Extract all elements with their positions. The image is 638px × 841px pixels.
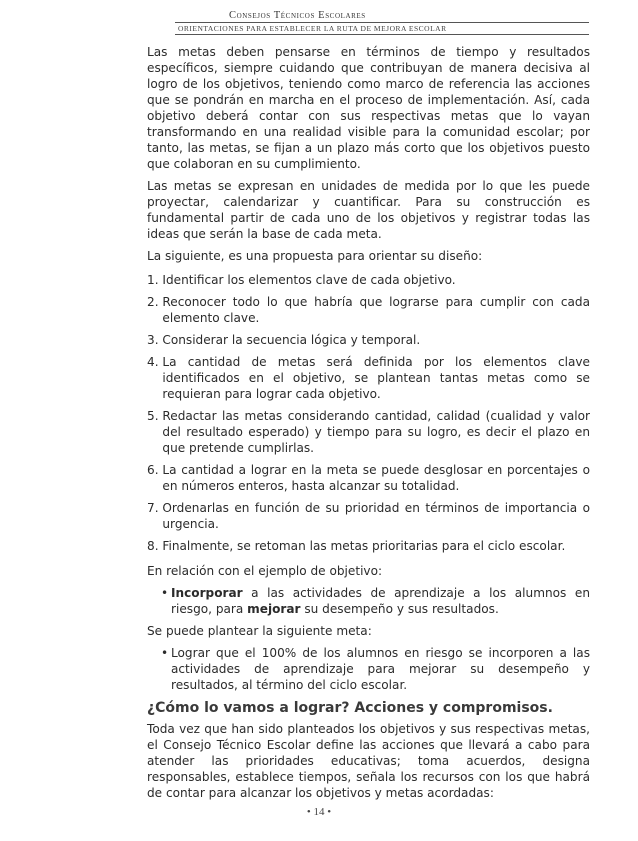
example-intro: En relación con el ejemplo de objetivo: — [147, 564, 383, 578]
meta-bullets — [147, 645, 590, 693]
steps-list — [147, 272, 590, 554]
section-body: Toda vez que han sido planteados los objetivos y sus respectivas metas, el Consejo Técnico Escolar define las acciones que llevará a cabo para atender las prioridades educativas; toma acuerdos, designa responsables, establece tiempos, señala los recursos con los que habrá de contar para alcanzar los objetivos y metas acordadas: — [147, 722, 590, 800]
paragraph-metas-tiempo: Las metas deben pensarse en términos de tiempo y resultados específicos, siempre cuidando que contribuyan de manera decisiva al logro de los objetivos, teniendo como marco de referencia las acciones que se pondrán en marcha en el proceso de implementación. Así, cada objetivo deberá contar con sus respectivas metas que lo vayan transformando en una realidad visible para la comunidad escolar; por tanto, las metas, se fijan a un plazo más corto que los objetivos puesto que colaboran en su cumplimiento. — [147, 45, 590, 171]
list-item — [147, 645, 590, 693]
list-item: 1. Identificar los elementos clave de cada objetivo. — [147, 273, 456, 287]
page-number: • 14 • — [306, 806, 332, 818]
bullet-dot: • — [161, 586, 169, 600]
header-rule-bottom — [175, 34, 589, 35]
bullet-dot: • — [161, 646, 169, 660]
header-title: Consejos Técnicos Escolares — [229, 10, 366, 21]
list-item: 4. La cantidad de metas será definida por los elementos clave identificados en el objetivo, se plantean tantas metas como se requieran para lograr cada objetivo. — [147, 355, 590, 401]
paragraph-propuesta: La siguiente, es una propuesta para orientar su diseño: — [147, 249, 483, 263]
section-heading: ¿Cómo lo vamos a lograr? Acciones y compromisos. — [147, 700, 553, 716]
running-header — [175, 10, 589, 35]
list-item: 3. Considerar la secuencia lógica y temporal. — [147, 333, 421, 347]
example-objective: Incorporar a las actividades de aprendizaje a los alumnos en riesgo, para mejorar su desempeño y sus resultados. — [171, 586, 590, 616]
example-bullets — [147, 585, 590, 617]
paragraph-metas-medida: Las metas se expresan en unidades de medida por lo que les puede proyectar, calendarizar y cuantificar. Para su construcción es fundamental partir de cada uno de los objetivos y registrar todas las ideas que serán la base de cada meta. — [147, 179, 590, 241]
meta-example: Lograr que el 100% de los alumnos en riesgo se incorporen a las actividades de aprendizaje para mejorar su desempeño y resultados, al término del ciclo escolar. — [171, 646, 590, 692]
meta-intro: Se puede plantear la siguiente meta: — [147, 624, 372, 638]
header-rule — [175, 22, 589, 23]
header-subtitle: ORIENTACIONES PARA ESTABLECER LA RUTA DE MEJORA ESCOLAR — [178, 24, 447, 33]
list-item: 2. Reconocer todo lo que habría que lograrse para cumplir con cada elemento clave. — [147, 295, 590, 325]
list-item — [147, 585, 590, 617]
list-item: 8. Finalmente, se retoman las metas prioritarias para el ciclo escolar. — [147, 539, 566, 553]
page-body — [147, 44, 590, 807]
list-item: 7. Ordenarlas en función de su prioridad en términos de importancia o urgencia. — [147, 501, 590, 531]
list-item: 5. Redactar las metas considerando cantidad, calidad (cualidad y valor del resultado esperado) y tiempo para su logro, es decir el plazo en que pretende cumplirlas. — [147, 409, 590, 455]
list-item: 6. La cantidad a lograr en la meta se puede desglosar en porcentajes o en números enteros, hasta alcanzar su totalidad. — [147, 463, 590, 493]
